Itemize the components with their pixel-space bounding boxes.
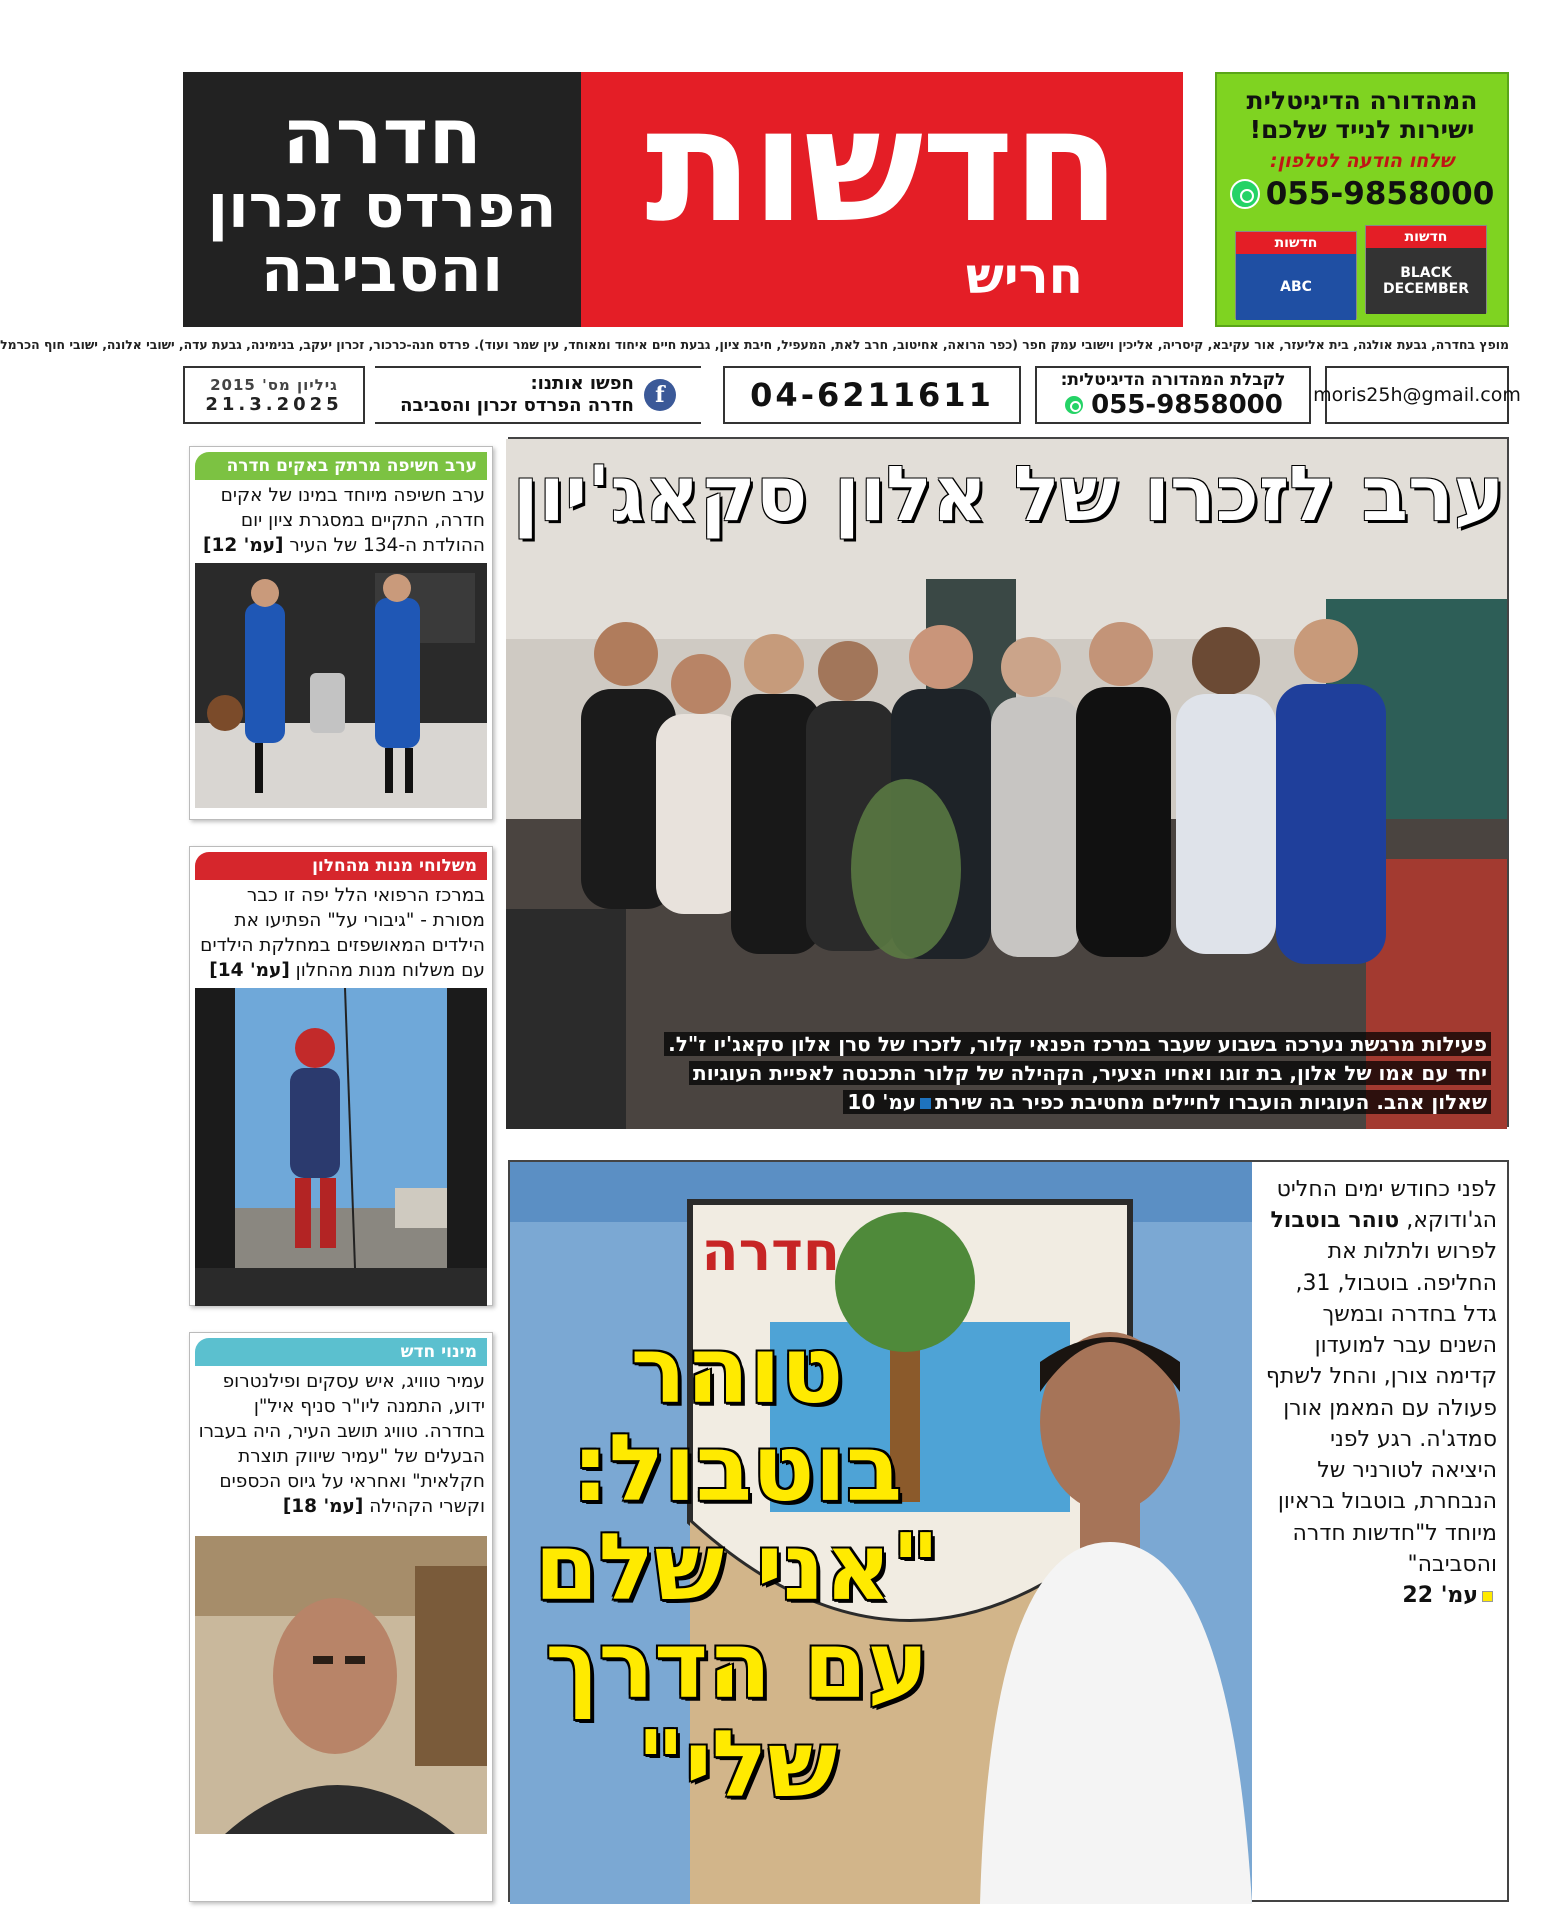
caption-line: פעילות מרגשת נערכה בשבוע שעבר במרכז הפנאי קלור, לזכרו של סרן אלון סקאג'יו ז"ל. bbox=[664, 1032, 1491, 1056]
lead-photo bbox=[510, 439, 1507, 1125]
page-reference: עמ' 10 bbox=[847, 1090, 917, 1114]
feature-body bbox=[1252, 1162, 1507, 1904]
local-title-line3: והסביבה bbox=[260, 233, 504, 307]
group-photo bbox=[506, 439, 1507, 1129]
whatsapp-icon bbox=[1063, 394, 1085, 416]
feature-story[interactable] bbox=[508, 1160, 1509, 1902]
feature-text-after: לפרוש ולתלות את החליפה. בוטבול, 31, גדל בחדרה ובמשך השנים עבר למועדון קדימה צורן, והחל לשתף פעולה עם המאמן אורן סמדג'ה. רגע לפני היציאה לטורניר של הנבחרת, בוטבול בראיון מיוחד ל"חדשות חדרה והסביבה" bbox=[1265, 1239, 1497, 1577]
info-bar bbox=[183, 366, 1521, 424]
facebook-link[interactable] bbox=[375, 366, 701, 424]
digital-phone: 055-9858000 bbox=[1091, 390, 1283, 420]
ad-phone-number: 055-9858000 bbox=[1265, 176, 1495, 212]
sidebar-story-akim[interactable] bbox=[195, 452, 487, 808]
sidebar-text: ערב חשיפה מיוחד במינו של אקים חדרה, התקיים במסגרת ציון יום ההולדת ה-134 של העיר bbox=[220, 485, 485, 556]
feature-headline bbox=[522, 1317, 952, 1818]
mini-cover bbox=[1235, 231, 1357, 319]
portrait-photo bbox=[195, 1536, 487, 1834]
masthead-brand bbox=[581, 72, 1183, 327]
sidebar-story-appointment[interactable] bbox=[195, 1338, 487, 1834]
lead-headline: ערב לזכרו של אלון סקאג'יון bbox=[512, 449, 1505, 538]
ad-phone[interactable] bbox=[1217, 176, 1507, 212]
headline-line: בוטבול: bbox=[571, 1415, 903, 1523]
headline-line: שלי" bbox=[636, 1710, 838, 1818]
page-reference: [עמ' 14] bbox=[209, 959, 290, 981]
sidebar-photo bbox=[195, 988, 487, 1306]
mini-cover-title: חדשות bbox=[1236, 232, 1356, 254]
sidebar-tag: ערב חשיפה מרתק באקים חדרה bbox=[195, 452, 487, 480]
sidebar-text: במרכז הרפואי הלל יפה זו כבר מסורת - "גיבורי על" הפתיעו את הילדים המאושפזים במחלקת הילדים עם משלוח מנות מהחלון bbox=[200, 885, 485, 981]
sidebar-story-mishloach[interactable] bbox=[195, 852, 487, 1306]
sidebar-photo bbox=[195, 1536, 487, 1834]
ad-subheadline: ישירות לנייד שלכם! bbox=[1249, 115, 1475, 144]
ad-headline: המהדורה הדיגיטלית bbox=[1246, 86, 1478, 115]
caption-line: יחד עם אמו של אלון, בת זוגו ואחיו הצעיר, הקהילה של קלור התכנסה לאפיית העוגיות bbox=[689, 1061, 1491, 1085]
feature-text-before: לפני כחודש ימים החליט הג'ודוקא, bbox=[1276, 1177, 1497, 1234]
distribution-areas: מופץ בחדרה, גבעת אולגה, בית אליעזר, אור עקיבא, קיסריה, אליכין וישובי עמק חפר (כפר הרואה, אחיטוב, חרב לאת, המעפיל, חיבת ציון, גבעת חיים איחוד ומאוחד, עין שמר ועוד). פרדס חנה-כרכור, זכרון יעקב, בנימינה, גבעת עדה, ישובי אלונה, ישובי חוף הכרמל bbox=[0, 337, 1509, 352]
brand-sub: חריש bbox=[965, 247, 1083, 305]
page-reference: [עמ' 18] bbox=[282, 1495, 364, 1517]
blue-square-icon bbox=[920, 1098, 931, 1109]
sidebar-tag: מינוי חדש bbox=[195, 1338, 487, 1366]
mini-cover-title: חדשות bbox=[1366, 226, 1486, 248]
page-reference: עמ' 22 bbox=[1402, 1583, 1478, 1609]
sidebar-photo bbox=[195, 563, 487, 808]
headline-line: עם הדרך bbox=[545, 1612, 929, 1720]
caption-line: שאלון אהב. העוגיות הועברו לחיילים מחטיבת כפיר בה שירת bbox=[935, 1090, 1487, 1114]
digital-edition-contact[interactable] bbox=[1035, 366, 1311, 424]
mini-cover-body: ABC bbox=[1236, 254, 1356, 320]
issue-date: 21.3.2025 bbox=[205, 393, 343, 415]
digital-label: לקבלת המהדורה הדיגיטלית: bbox=[1060, 370, 1286, 390]
headline-line: טוהר bbox=[630, 1317, 844, 1424]
facebook-icon: f bbox=[644, 379, 676, 411]
lead-story[interactable] bbox=[508, 437, 1509, 1127]
sidebar-text: עמיר טוויג, איש עסקים ופילנטרופ ידוע, התמנה ליו"ר סניף איל"ן בחדרה. טוויג תושב העיר, היה בעברו הבעלים של "עמיר שיווק תוצרת חקלאית" ואחראי על גיוס הכספים וקשרי הקהילה bbox=[198, 1371, 485, 1517]
issue-number: גיליון מס' 2015 bbox=[210, 375, 338, 394]
headline-line: "אני שלם bbox=[534, 1513, 940, 1621]
whatsapp-icon bbox=[1230, 179, 1260, 209]
mini-cover bbox=[1365, 225, 1487, 313]
facebook-page-name: חדרה הפרדס זכרון והסביבה bbox=[400, 395, 634, 416]
lead-caption bbox=[511, 1030, 1491, 1117]
feature-name: טוהר בוטבול bbox=[1270, 1208, 1400, 1234]
sidebar-tag: משלוחי מנות מהחלון bbox=[195, 852, 487, 880]
stage-performance-photo bbox=[195, 563, 487, 808]
local-title-line1: חדרה bbox=[282, 91, 482, 182]
digital-edition-ad[interactable] bbox=[1215, 72, 1509, 327]
page-reference: [עמ' 12] bbox=[203, 534, 284, 556]
spiderman-window-photo bbox=[195, 988, 487, 1306]
sign-text: חדרה bbox=[701, 1220, 840, 1283]
local-title-line2: הפרדס זכרון bbox=[207, 172, 557, 243]
facebook-label: חפשו אותנו: bbox=[530, 373, 634, 395]
brand-logo: חדשות bbox=[645, 74, 1119, 258]
yellow-square-icon bbox=[1482, 1591, 1493, 1602]
issue-info bbox=[183, 366, 365, 424]
office-phone[interactable]: 04-6211611 bbox=[723, 366, 1021, 424]
mini-covers bbox=[1235, 225, 1491, 317]
ad-instruction: שלחו הודעה לטלפון: bbox=[1269, 150, 1454, 172]
masthead-local-title bbox=[183, 72, 581, 327]
email-link[interactable]: moris25h@gmail.com bbox=[1325, 366, 1509, 424]
mini-cover-body: BLACK DECEMBER bbox=[1366, 248, 1486, 314]
